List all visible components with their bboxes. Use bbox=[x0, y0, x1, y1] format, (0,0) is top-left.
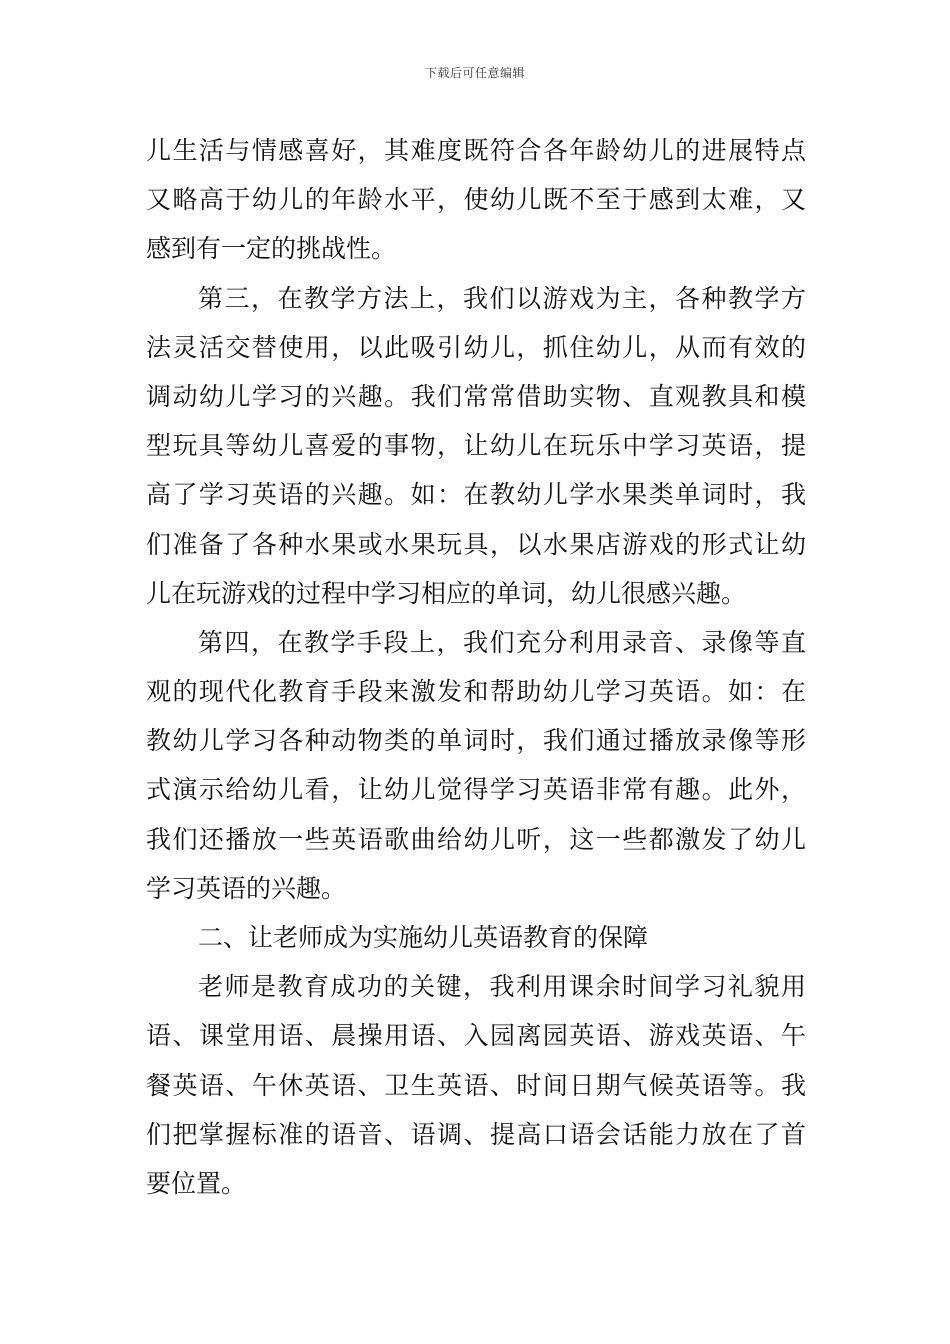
text-line: 教幼儿学习各种动物类的单词时，我们通过播放录像等形 bbox=[146, 726, 806, 756]
text-line: 们准备了各种水果或水果玩具，以水果店游戏的形式让幼 bbox=[146, 529, 806, 559]
text-line: 第三，在教学方法上，我们以游戏为主，各种教学方 bbox=[198, 283, 806, 313]
text-line: 调动幼儿学习的兴趣。我们常常借助实物、直观教具和模 bbox=[146, 381, 806, 411]
text-line: 儿在玩游戏的过程中学习相应的单词，幼儿很感兴趣。 bbox=[146, 578, 747, 608]
page-header: 下载后可任意编辑 bbox=[424, 66, 525, 80]
text-line: 二、让老师成为实施幼儿英语教育的保障 bbox=[198, 923, 649, 952]
text-line: 餐英语、午休英语、卫生英语、时间日期气候英语等。我 bbox=[146, 1070, 806, 1100]
text-line: 式演示给幼儿看，让幼儿觉得学习英语非常有趣。此外， bbox=[146, 775, 806, 805]
text-line: 学习英语的兴趣。 bbox=[146, 873, 347, 903]
text-line: 老师是教育成功的关键，我利用课余时间学习礼貌用 bbox=[198, 972, 806, 1002]
text-line: 又略高于幼儿的年龄水平，使幼儿既不至于感到太难，又 bbox=[146, 185, 806, 215]
text-line: 们把掌握标准的语音、语调、提高口语会话能力放在了首 bbox=[146, 1119, 806, 1149]
text-line: 第四，在教学手段上，我们充分利用录音、录像等直 bbox=[198, 627, 806, 657]
text-line: 语、课堂用语、晨操用语、入园离园英语、游戏英语、午 bbox=[146, 1021, 806, 1051]
text-line: 要位置。 bbox=[146, 1168, 247, 1198]
text-line: 我们还播放一些英语歌曲给幼儿听，这一些都激发了幼儿 bbox=[146, 824, 806, 854]
text-line: 法灵活交替使用，以此吸引幼儿，抓住幼儿，从而有效的 bbox=[146, 332, 806, 362]
text-line: 型玩具等幼儿喜爱的事物，让幼儿在玩乐中学习英语，提 bbox=[146, 431, 806, 461]
text-line: 高了学习英语的兴趣。如：在教幼儿学水果类单词时，我 bbox=[146, 480, 806, 510]
text-line: 感到有一定的挑战性。 bbox=[146, 234, 397, 264]
text-line: 儿生活与情感喜好，其难度既符合各年龄幼儿的进展特点 bbox=[146, 136, 806, 165]
text-line: 观的现代化教育手段来激发和帮助幼儿学习英语。如：在 bbox=[146, 677, 806, 707]
document-body bbox=[146, 126, 806, 1208]
